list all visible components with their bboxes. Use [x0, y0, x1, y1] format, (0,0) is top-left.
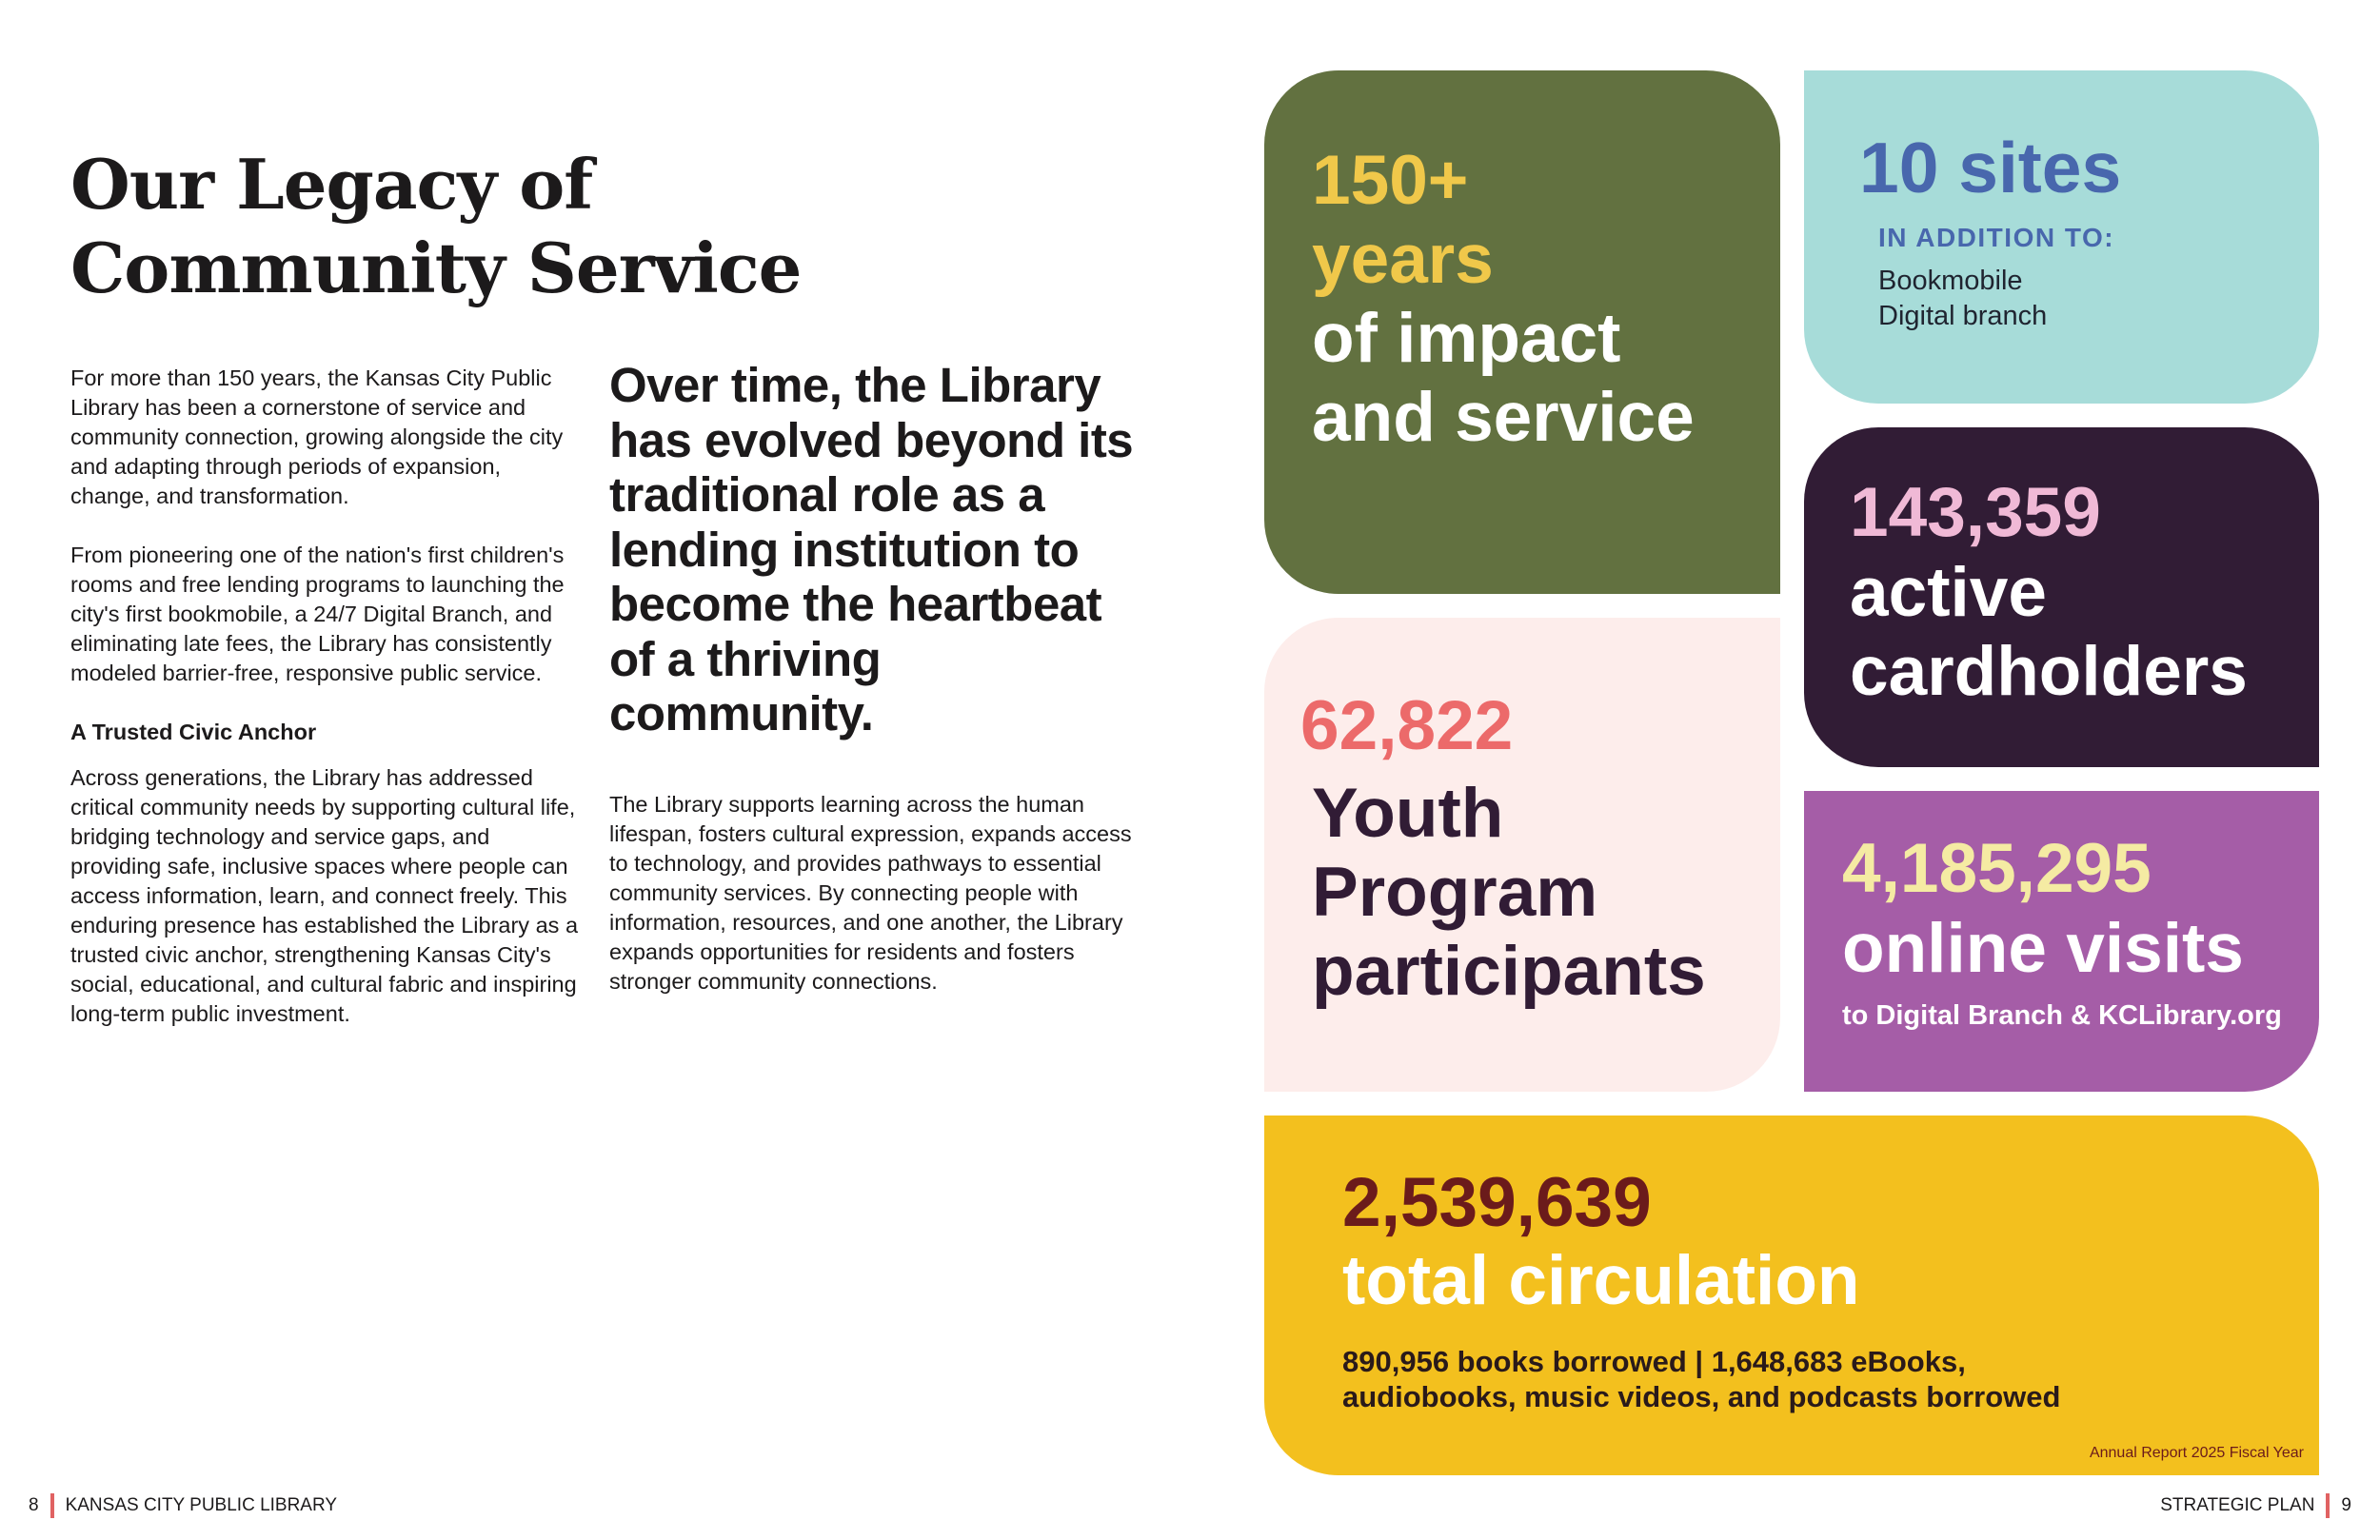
section-subheading: A Trusted Civic Anchor	[70, 720, 317, 744]
stat-value-line-1: 150+	[1312, 142, 1469, 219]
stat-value: 2,539,639	[1342, 1164, 1652, 1241]
page-title-line-1: Our Legacy of	[70, 144, 593, 225]
stat-label: online visits	[1842, 910, 2244, 987]
stat-value: 62,822	[1300, 687, 1514, 764]
stat-value: 143,359	[1850, 474, 2101, 551]
stat-card-online-visits	[1804, 791, 2319, 1092]
stat-label-line-1: active	[1850, 554, 2047, 631]
site-item-bookmobile: Bookmobile	[1878, 266, 2023, 296]
footer-document: STRATEGIC PLAN	[2160, 1495, 2315, 1516]
stat-sublabel: IN ADDITION TO:	[1878, 223, 2115, 252]
stat-label-line-2: Program	[1312, 854, 1598, 931]
footer-publication: KANSAS CITY PUBLIC LIBRARY	[65, 1495, 338, 1516]
left-text-column	[70, 364, 585, 1058]
stat-value	[1312, 141, 1494, 299]
pull-quote: Over time, the Library has evolved beyond its traditional role as a lending institution to become the heartbeat of a thriving community.	[609, 358, 1134, 740]
footer-divider	[2326, 1493, 2330, 1518]
civic-anchor-paragraph: Across generations, the Library has addressed critical community needs by supporting cultural life, bridging technology and service gaps, and providing safe, inclusive spaces where people can access information, learn, and connect freely. This enduring presence has established the Library as a trusted civic anchor, strengthening Kansas City's social, educational, and cultural fabric and inspiring long-term public investment.	[70, 765, 579, 1026]
stat-label	[1312, 299, 1695, 457]
stat-card-circulation	[1264, 1116, 2319, 1475]
stat-card-years	[1264, 70, 1780, 594]
page-title	[70, 143, 802, 310]
stat-card-sites	[1804, 70, 2319, 404]
page-number-right: 9	[2341, 1495, 2351, 1516]
stat-card-youth	[1264, 618, 1780, 1092]
stat-label-line-2: and service	[1312, 379, 1695, 456]
stat-label	[1312, 774, 1706, 1011]
stat-detail	[1342, 1344, 2060, 1414]
site-item-digital-branch: Digital branch	[1878, 301, 2048, 331]
stat-label-line-2: cardholders	[1850, 633, 2248, 710]
stat-label-line-1: of impact	[1312, 300, 1621, 377]
stat-label-line-3: participants	[1312, 933, 1706, 1010]
stat-detail-line-1: 890,956 books borrowed | 1,648,683 eBooks,	[1342, 1345, 1966, 1378]
stat-detail-line-2: audiobooks, music videos, and podcasts borrowed	[1342, 1380, 2061, 1413]
stat-value: 4,185,295	[1842, 830, 2152, 907]
intro-paragraph: For more than 150 years, the Kansas City Public Library has been a cornerstone of service and community connection, growing alongside the city and adapting through periods of expansion, change, and transformation.	[70, 365, 564, 508]
source-note: Annual Report 2025 Fiscal Year	[2089, 1445, 2304, 1461]
history-paragraph: From pioneering one of the nation's first children's rooms and free lending programs to launching the city's first bookmobile, a 24/7 Digital Branch, and eliminating late fees, the Library has consistently modeled barrier-free, responsive public service.	[70, 543, 565, 685]
stat-label-line-1: Youth	[1312, 775, 1504, 852]
footer-right	[2160, 1493, 2351, 1518]
page-title-line-2: Community Service	[70, 227, 802, 308]
page-number-left: 8	[29, 1495, 39, 1516]
stat-label: total circulation	[1342, 1242, 1860, 1319]
stat-card-cardholders	[1804, 427, 2319, 767]
footer-left	[29, 1493, 337, 1518]
stat-value: 10 sites	[1859, 128, 2122, 207]
stat-value-line-2: years	[1312, 221, 1494, 298]
footer-divider	[50, 1493, 54, 1518]
stat-note: to Digital Branch & KCLibrary.org	[1842, 1000, 2282, 1031]
mission-paragraph: The Library supports learning across the human lifespan, fosters cultural expression, expands access to technology, and provides pathways to essential community services. By connecting people with information, resources, and one another, the Library expands opportunities for residents and fosters stronger community connections.	[609, 792, 1132, 994]
stat-label	[1850, 553, 2248, 711]
